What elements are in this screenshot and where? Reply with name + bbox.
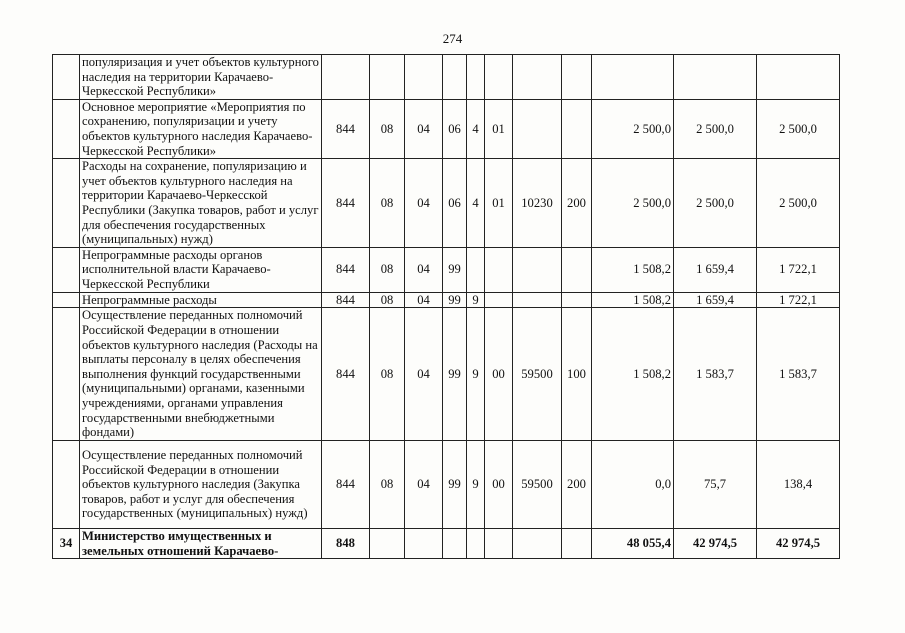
direction-code: 59500	[513, 308, 562, 441]
event-code: 00	[485, 441, 513, 529]
event-code	[485, 292, 513, 308]
row-description: Непрограммные расходы органов исполнительной власти Карачаево-Черкесской Республики	[80, 247, 322, 292]
event-code	[485, 529, 513, 559]
ministry-code: 844	[322, 308, 370, 441]
row-number	[53, 441, 80, 529]
subsection-code: 04	[405, 441, 443, 529]
program-code: 99	[443, 441, 467, 529]
amount-year2: 1 659,4	[674, 247, 757, 292]
amount-year1: 2 500,0	[592, 159, 674, 248]
amount-year1: 1 508,2	[592, 292, 674, 308]
amount-year2: 2 500,0	[674, 99, 757, 158]
amount-year1: 1 508,2	[592, 308, 674, 441]
direction-code	[513, 99, 562, 158]
table-row	[53, 247, 840, 292]
subsection-code: 04	[405, 159, 443, 248]
amount-year1: 1 508,2	[592, 247, 674, 292]
amount-year1: 0,0	[592, 441, 674, 529]
event-code: 00	[485, 308, 513, 441]
table-row	[53, 159, 840, 248]
amount-year1: 2 500,0	[592, 99, 674, 158]
row-description: Расходы на сохранение, популяризацию и учет объектов культурного наследия на территории Карачаево-Черкесской Республики (Закупка товаров, работ и услуг для обеспечения государственных (муниципальных) нужд)	[80, 159, 322, 248]
direction-code	[513, 529, 562, 559]
ministry-code: 848	[322, 529, 370, 559]
section-code: 08	[370, 292, 405, 308]
direction-code: 10230	[513, 159, 562, 248]
subprogram-code: 9	[467, 441, 485, 529]
subprogram-code	[467, 55, 485, 100]
expense-type-code	[562, 99, 592, 158]
program-code: 06	[443, 159, 467, 248]
section-code: 08	[370, 247, 405, 292]
ministry-code: 844	[322, 99, 370, 158]
subsection-code: 04	[405, 99, 443, 158]
expense-type-code: 200	[562, 159, 592, 248]
program-code	[443, 529, 467, 559]
row-description: популяризация и учет объектов культурного наследия на территории Карачаево-Черкесской Республики»	[80, 55, 322, 100]
section-code: 08	[370, 99, 405, 158]
subsection-code	[405, 55, 443, 100]
row-description: Основное мероприятие «Мероприятия по сохранению, популяризации и учету объектов культурного наследия Карачаево-Черкесской Республики»	[80, 99, 322, 158]
subprogram-code	[467, 529, 485, 559]
event-code: 01	[485, 99, 513, 158]
subprogram-code: 9	[467, 308, 485, 441]
amount-year3: 2 500,0	[757, 99, 840, 158]
direction-code: 59500	[513, 441, 562, 529]
ministry-code	[322, 55, 370, 100]
table-row	[53, 529, 840, 559]
amount-year3: 1 583,7	[757, 308, 840, 441]
program-code: 06	[443, 99, 467, 158]
program-code: 99	[443, 292, 467, 308]
direction-code	[513, 292, 562, 308]
amount-year3: 42 974,5	[757, 529, 840, 559]
ministry-code: 844	[322, 247, 370, 292]
section-code: 08	[370, 308, 405, 441]
row-number: 34	[53, 529, 80, 559]
row-description: Министерство имущественных и земельных отношений Карачаево-	[80, 529, 322, 559]
subprogram-code	[467, 247, 485, 292]
section-code	[370, 529, 405, 559]
table-row	[53, 308, 840, 441]
program-code: 99	[443, 247, 467, 292]
row-number	[53, 308, 80, 441]
expense-type-code	[562, 529, 592, 559]
event-code: 01	[485, 159, 513, 248]
amount-year1: 48 055,4	[592, 529, 674, 559]
row-description: Непрограммные расходы	[80, 292, 322, 308]
table-row	[53, 292, 840, 308]
amount-year2: 1 583,7	[674, 308, 757, 441]
subprogram-code: 4	[467, 99, 485, 158]
amount-year3: 2 500,0	[757, 159, 840, 248]
amount-year3: 138,4	[757, 441, 840, 529]
expense-type-code	[562, 247, 592, 292]
subsection-code: 04	[405, 308, 443, 441]
ministry-code: 844	[322, 292, 370, 308]
table-row	[53, 441, 840, 529]
row-number	[53, 159, 80, 248]
amount-year3: 1 722,1	[757, 247, 840, 292]
event-code	[485, 247, 513, 292]
row-description: Осуществление переданных полномочий Российской Федерации в отношении объектов культурного наследия (Расходы на выплаты персоналу в целях обеспечения выполнения функций государственными (муниципальными) органами, казенными учреждениями, органами управления государственными внебюджетными фондами)	[80, 308, 322, 441]
amount-year2: 1 659,4	[674, 292, 757, 308]
ministry-code: 844	[322, 159, 370, 248]
row-description: Осуществление переданных полномочий Российской Федерации в отношении объектов культурного наследия (Закупка товаров, работ и услуг для обеспечения государственных (муниципальных) нужд)	[80, 441, 322, 529]
amount-year1	[592, 55, 674, 100]
expense-type-code: 100	[562, 308, 592, 441]
page-number: 274	[442, 31, 463, 46]
section-code	[370, 55, 405, 100]
subsection-code: 04	[405, 292, 443, 308]
subsection-code: 04	[405, 247, 443, 292]
table-row	[53, 99, 840, 158]
row-number	[53, 55, 80, 100]
row-number	[53, 292, 80, 308]
amount-year2: 75,7	[674, 441, 757, 529]
amount-year2: 42 974,5	[674, 529, 757, 559]
table-row	[53, 55, 840, 100]
program-code: 99	[443, 308, 467, 441]
budget-table	[52, 54, 840, 559]
section-code: 08	[370, 441, 405, 529]
direction-code	[513, 55, 562, 100]
amount-year2	[674, 55, 757, 100]
row-number	[53, 99, 80, 158]
direction-code	[513, 247, 562, 292]
amount-year3	[757, 55, 840, 100]
event-code	[485, 55, 513, 100]
program-code	[443, 55, 467, 100]
subprogram-code: 9	[467, 292, 485, 308]
row-number	[53, 247, 80, 292]
subprogram-code: 4	[467, 159, 485, 248]
expense-type-code: 200	[562, 441, 592, 529]
expense-type-code	[562, 55, 592, 100]
section-code: 08	[370, 159, 405, 248]
ministry-code: 844	[322, 441, 370, 529]
amount-year3: 1 722,1	[757, 292, 840, 308]
subsection-code	[405, 529, 443, 559]
amount-year2: 2 500,0	[674, 159, 757, 248]
expense-type-code	[562, 292, 592, 308]
